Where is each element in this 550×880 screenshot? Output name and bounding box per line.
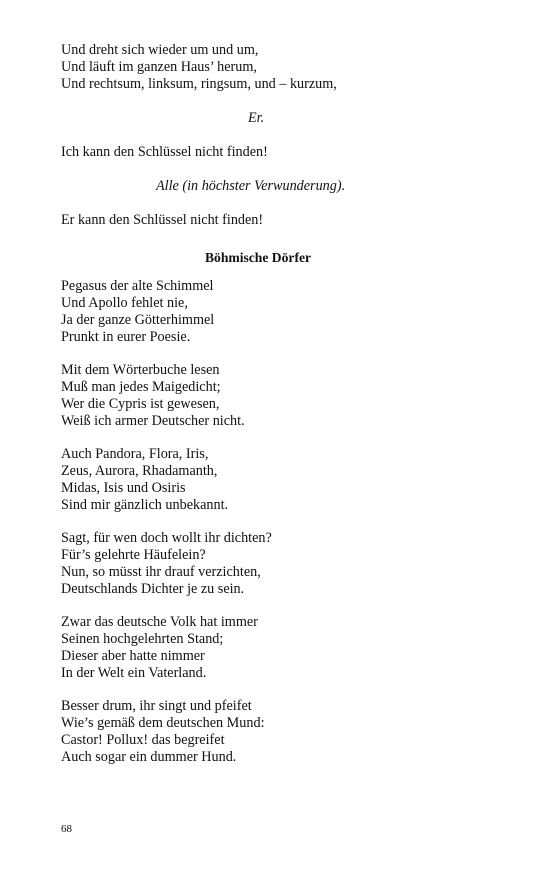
- dialogue-line: Er kann den Schlüssel nicht finden!: [61, 212, 264, 228]
- poem-line: Zwar das deutsche Volk hat immer: [61, 614, 258, 630]
- poem-line: Seinen hochgelehrten Stand;: [61, 631, 224, 647]
- intro-line: Und läuft im ganzen Haus’ herum,: [61, 59, 257, 75]
- poem-line: Deutschlands Dichter je zu sein.: [61, 581, 245, 597]
- poem-line: Midas, Isis und Osiris: [61, 480, 186, 496]
- poem-line: Nun, so müsst ihr drauf verzichten,: [61, 564, 261, 580]
- page-number: 68: [61, 823, 72, 835]
- poem-line: Wer die Cypris ist gewesen,: [61, 396, 220, 412]
- poem-line: Dieser aber hatte nimmer: [61, 648, 205, 664]
- poem-line: Prunkt in eurer Poesie.: [61, 329, 191, 345]
- poem-line: Zeus, Aurora, Rhadamanth,: [61, 463, 218, 479]
- intro-line: Und dreht sich wieder um und um,: [61, 42, 259, 58]
- poem-line: Castor! Pollux! das begreifet: [61, 732, 225, 748]
- dialogue-line: Ich kann den Schlüssel nicht finden!: [61, 144, 268, 160]
- poem-line: Weiß ich armer Deutscher nicht.: [61, 413, 245, 429]
- poem-line: Auch sogar ein dummer Hund.: [61, 749, 237, 765]
- poem-line: Auch Pandora, Flora, Iris,: [61, 446, 209, 462]
- poem-line: Wie’s gemäß dem deutschen Mund:: [61, 715, 265, 731]
- poem-line: In der Welt ein Vaterland.: [61, 665, 207, 681]
- poem-line: Für’s gelehrte Häufelein?: [61, 547, 206, 563]
- poem-line: Ja der ganze Götterhimmel: [61, 312, 215, 328]
- poem-line: Und Apollo fehlet nie,: [61, 295, 188, 311]
- poem-line: Besser drum, ihr singt und pfeifet: [61, 698, 252, 714]
- speaker-label: Alle (in höchster Verwunderung).: [156, 178, 346, 194]
- poem-line: Sind mir gänzlich unbekannt.: [61, 497, 229, 513]
- poem-title: Böhmische Dörfer: [204, 250, 312, 265]
- poem-line: Muß man jedes Maigedicht;: [61, 379, 221, 395]
- speaker-label: Er.: [248, 110, 265, 126]
- poem-line: Mit dem Wörterbuche lesen: [61, 362, 220, 378]
- intro-line: Und rechtsum, linksum, ringsum, und – kurzum,: [61, 76, 337, 92]
- poem-line: Sagt, für wen doch wollt ihr dichten?: [61, 530, 272, 546]
- poem-line: Pegasus der alte Schimmel: [61, 278, 214, 294]
